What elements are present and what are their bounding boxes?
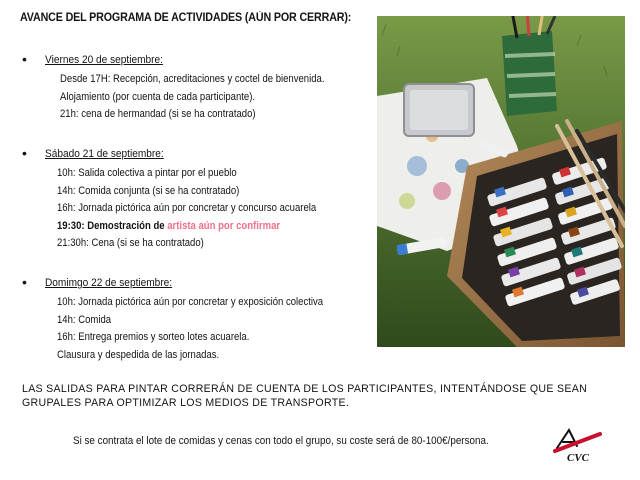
painting-supplies-photo [377, 16, 625, 347]
day-section-friday [20, 51, 370, 124]
schedule-item: 14h: Comida conjunta (si se ha contratado) [57, 184, 240, 197]
transport-notice: LAS SALIDAS PARA PINTAR CORRERÁN DE CUENTA DE LOS PARTICIPANTES, INTENTÁNDOSE QUE SEAN GRUPALES PARA OPTIMIZAR LOS MEDIOS DE TRANSPORTE. [22, 383, 588, 409]
day-section-saturday [20, 145, 370, 253]
schedule-item: 21h: cena de hermandad (si se ha contratado) [60, 108, 256, 121]
day-label: Viernes 20 de septiembre: [45, 54, 163, 66]
schedule-item: 14h: Comida [57, 313, 112, 326]
schedule-item: 16h: Jornada pictórica aún por concretar y concurso acuarela [57, 202, 317, 215]
logo-text: CVC [567, 452, 590, 464]
schedule-item: 16h: Entrega premios y sorteo lotes acuarela. [57, 331, 250, 344]
day-label: Domimgo 22 de septiembre: [45, 277, 173, 289]
schedule-item: 10h: Jornada pictórica aún por concretar y exposición colectiva [57, 296, 324, 308]
highlight-bold-text: 19:30: Demostración de [57, 219, 165, 232]
schedule-item: Clausura y despedida de las jornadas. [57, 348, 220, 361]
bullet-icon: • [22, 51, 27, 67]
day-label: Sábado 21 de septiembre: [45, 148, 164, 160]
document-title: AVANCE DEL PROGRAMA DE ACTIVIDADES (AÚN POR CERRAR): [20, 12, 352, 24]
schedule-item-highlight [57, 218, 339, 236]
day-section-sunday [20, 274, 370, 364]
schedule-item: 21:30h: Cena (si se ha contratado) [57, 237, 204, 250]
cvc-logo-icon [553, 424, 603, 464]
schedule-item: Alojamiento (por cuenta de cada participante). [60, 90, 256, 103]
highlight-pink-text: artista aún por confirmar [167, 219, 281, 232]
bullet-icon: • [22, 274, 27, 290]
schedule-item: Desde 17H: Recepción, acreditaciones y coctel de bienvenida. [60, 73, 325, 85]
bullet-icon: • [22, 145, 27, 161]
price-note: Si se contrata el lote de comidas y cenas con todo el grupo, su coste será de 80-100€/persona. [73, 435, 489, 447]
schedule-item: 10h: Salida colectiva a pintar por el pueblo [57, 167, 237, 179]
